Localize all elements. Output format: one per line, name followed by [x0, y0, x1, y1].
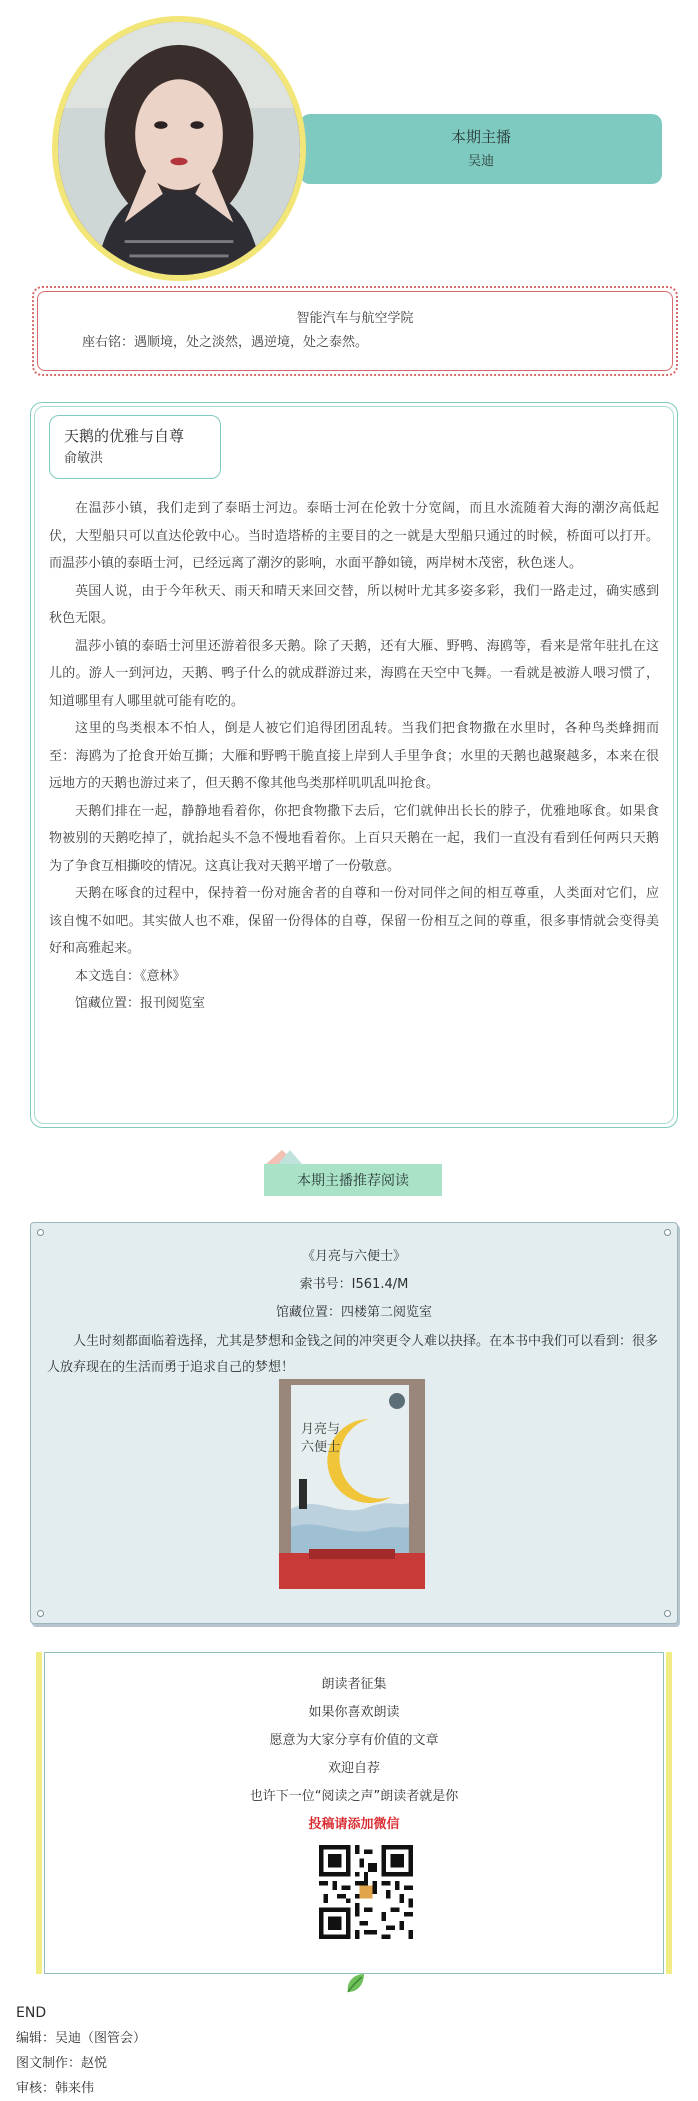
motto-text: 座右铭：遇顺境，处之淡然，遇逆境，处之泰然。 [82, 335, 369, 350]
article-paragraph: 这里的鸟类根本不怕人，倒是人被它们追得团团乱转。当我们把食物撒在水里时，各种鸟类蜂拥而至：海鸥为了抢食开始互撕；大雁和野鸭干脆直接上岸到人手里争食；水里的天鹅也越聚越多，本来在很远地方的天鹅也游过来了，但天鹅不像其他鸟类那样叽叽乱叫抢食。 [49, 721, 659, 791]
school-name: 智能汽车与航空学院 [296, 311, 414, 326]
reviewer-credit: 审核：韩来伟 [16, 2081, 95, 2096]
recommend-heading-wrap [264, 1150, 442, 1198]
article-source: 本文选自：《意林》 [75, 968, 186, 984]
reader-recruit-card [36, 1652, 672, 1974]
article-paragraph: 天鹅在啄食的过程中，保持着一份对施舍者的自尊和一份对同伴之间的相互尊重，人类面对它们，应该自愧不如吧。其实做人也不难，保留一份得体的自尊，保留一份相互之间的尊重，很多事情就会变得美好和高雅起来。 [49, 886, 659, 956]
wechat-qr-code[interactable] [319, 1845, 413, 1939]
recommend-heading: 本期主播推荐阅读 [264, 1164, 442, 1196]
profile-box [32, 286, 678, 376]
article-title: 天鹅的优雅与自尊 [64, 427, 185, 445]
book-title: 《月亮与六便士》 [301, 1249, 406, 1264]
recruit-line: 如果你喜欢朗读 [308, 1705, 400, 1720]
producer-credit: 图文制作：赵悦 [16, 2056, 108, 2071]
avatar-portrait-image [58, 22, 300, 275]
recruit-cta: 投稿请添加微信 [308, 1817, 400, 1832]
recruit-line: 愿意为大家分享有价值的文章 [269, 1733, 439, 1748]
book-recommendation-card [30, 1222, 678, 1624]
footer [16, 2000, 146, 2101]
anchor-name: 吴迪 [467, 154, 494, 169]
end-mark: END [16, 2005, 47, 2021]
article-paragraph: 温莎小镇的泰晤士河里还游着很多天鹅。除了天鹅，还有大雁、野鸭、海鸥等，看来是常年驻扎在这儿的。游人一到河边，天鹅、鸭子什么的就成群游过来，海鸥在天空中飞舞。一看就是被游人喂习惯了，知道哪里有人哪里就可能有吃的。 [49, 638, 659, 709]
corner-rivet-icon [37, 1229, 44, 1236]
article-paragraph: 天鹅们排在一起，静静地看着你，你把食物撒下去后，它们就伸出长长的脖子，优雅地啄食。如果食物被别的天鹅吃掉了，就抬起头不急不慢地看着你。上百只天鹅在一起，我们一直没有看到任何两只天鹅为了争食互相撕咬的情况。这真让我对天鹅平增了一份敬意。 [49, 803, 659, 874]
book-cover-title-line2: 六便士 [301, 1440, 341, 1455]
book-cover-title-line1: 月亮与 [301, 1422, 341, 1437]
corner-rivet-icon [664, 1610, 671, 1617]
recruit-line: 朗读者征集 [321, 1677, 387, 1692]
article-title-box [49, 415, 221, 479]
anchor-heading: 本期主播 [450, 128, 511, 146]
recruit-line: 也许下一位“阅读之声”朗读者就是你 [249, 1789, 459, 1804]
book-cover-photo [279, 1379, 425, 1589]
article-card [30, 402, 678, 1128]
article-body [49, 495, 659, 1018]
leaf-icon [344, 1972, 368, 1994]
anchor-avatar [52, 16, 306, 281]
book-call-number: 索书号：I561.4/M [299, 1277, 409, 1292]
editor-credit: 编辑：吴迪（图管会） [16, 2031, 147, 2046]
article-paragraph: 在温莎小镇，我们走到了泰晤士河边。泰晤士河在伦敦十分宽阔，而且水流随着大海的潮汐高低起伏，大型船只可以直达伦敦中心。当时造塔桥的主要目的之一就是大型船只通过的时候，桥面可以打开。而温莎小镇的泰晤士河，已经远离了潮汐的影响，水面平静如镜，两岸树木茂密，秋色迷人。 [49, 501, 659, 571]
anchor-banner [300, 114, 662, 184]
recruit-line: 欢迎自荐 [327, 1761, 380, 1776]
article-author: 俞敏洪 [64, 451, 104, 466]
triangle-decoration-icon [278, 1150, 302, 1164]
book-location: 馆藏位置：四楼第二阅览室 [275, 1305, 432, 1320]
corner-rivet-icon [37, 1610, 44, 1617]
article-location: 馆藏位置：报刊阅览室 [75, 996, 206, 1011]
corner-rivet-icon [664, 1229, 671, 1236]
book-description: 人生时刻都面临着选择，尤其是梦想和金钱之间的冲突更令人难以抉择。在本书中我们可以看到：很多人放弃现在的生活而勇于追求自己的梦想！ [47, 1334, 659, 1375]
article-paragraph: 英国人说，由于今年秋天、雨天和晴天来回交替，所以树叶尤其多姿多彩，我们一路走过，确实感到秋色无限。 [49, 583, 659, 626]
